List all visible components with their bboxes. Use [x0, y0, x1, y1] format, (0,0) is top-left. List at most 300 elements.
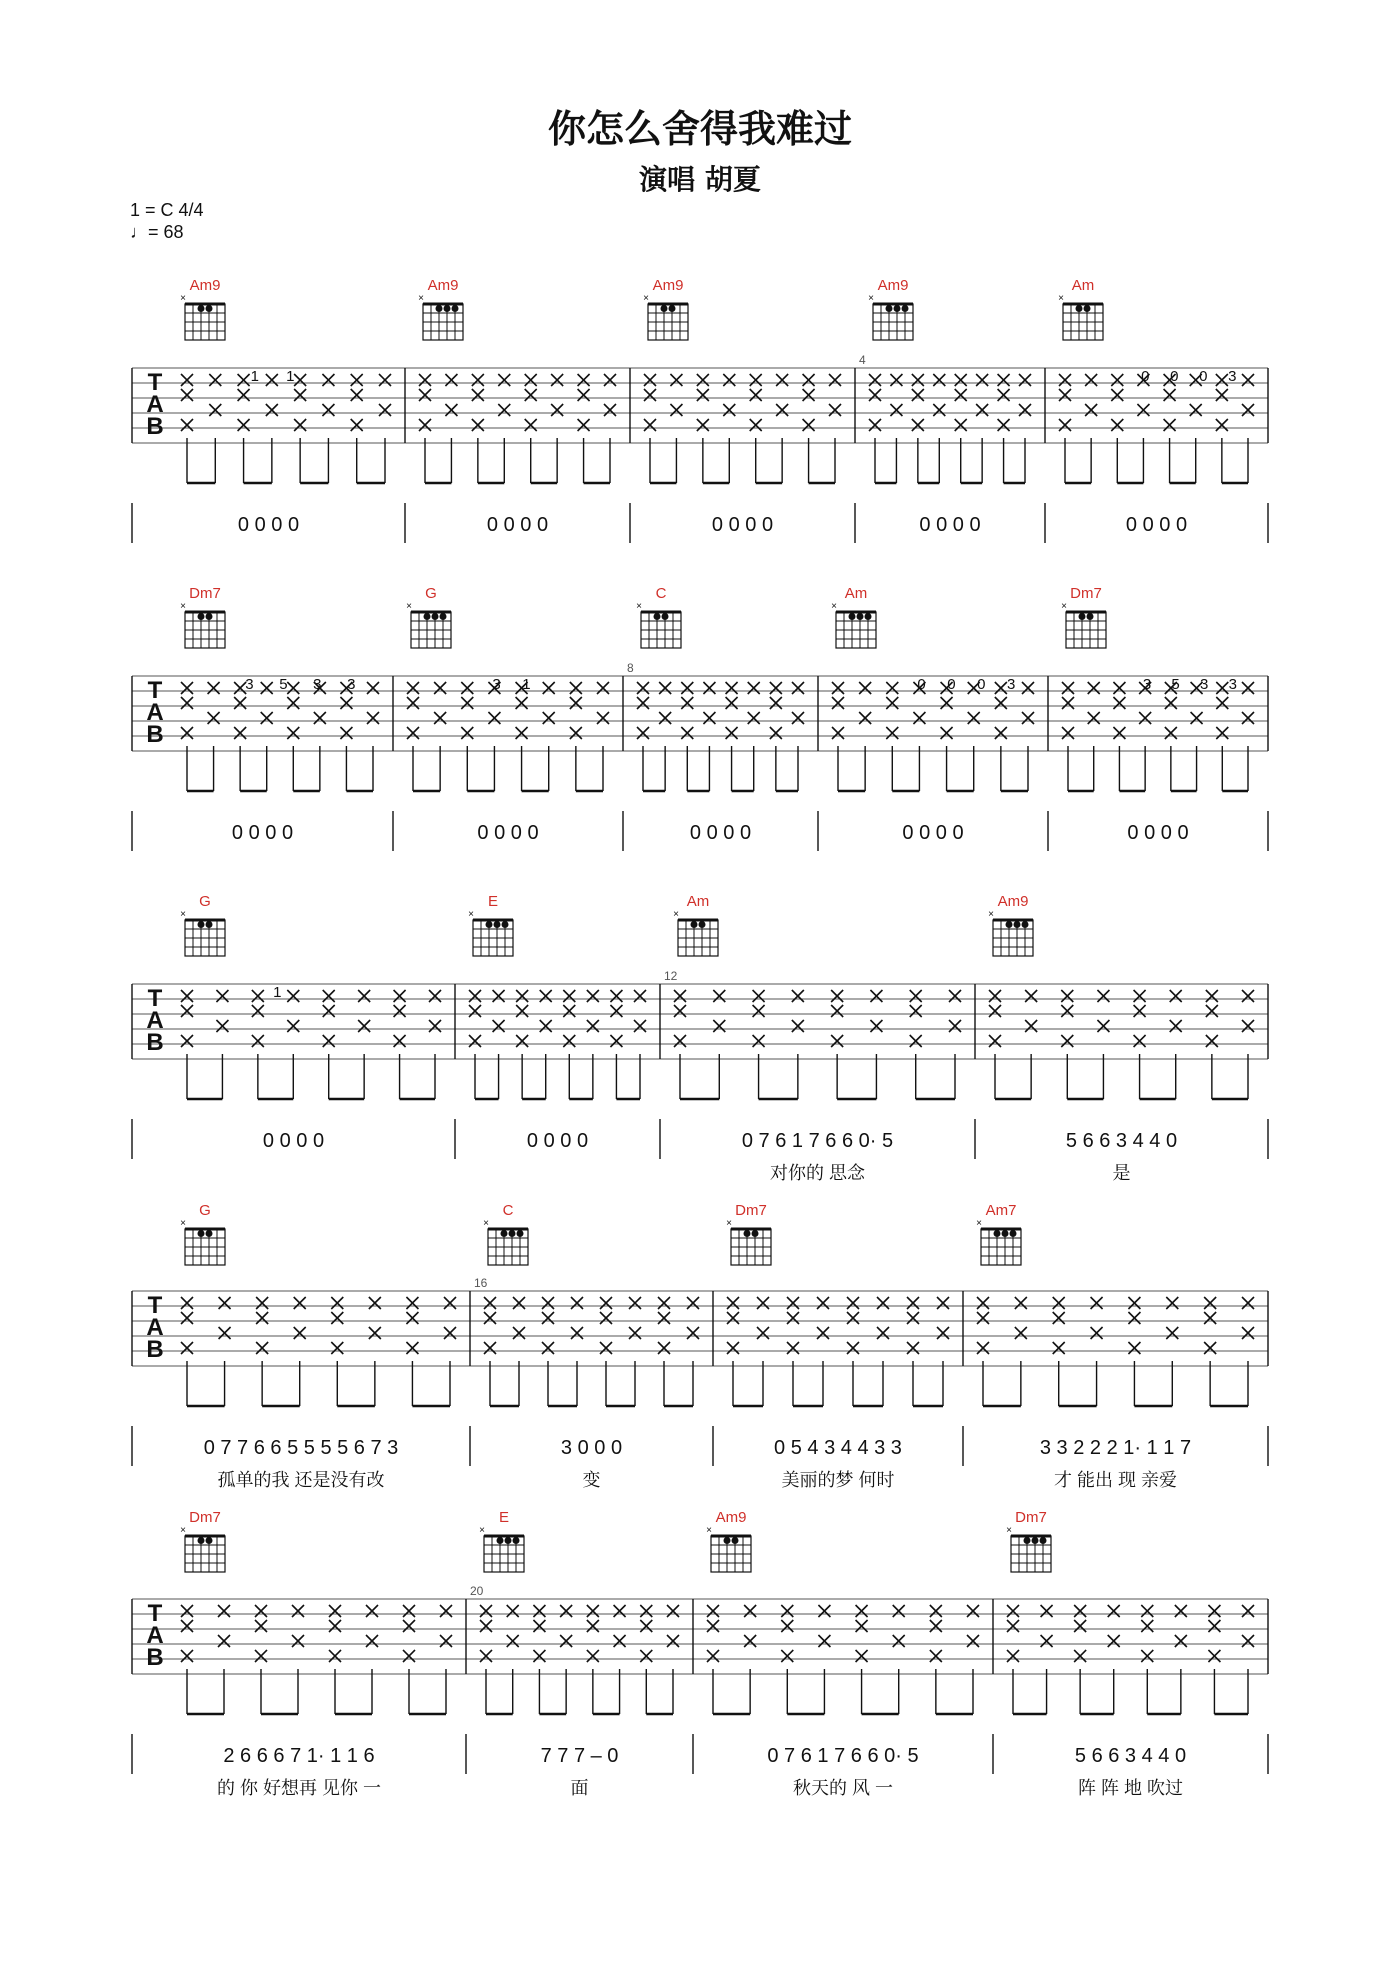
- tab-clef-letter: B: [146, 721, 164, 748]
- tab-x-note: [781, 1650, 793, 1662]
- tab-x-note: [600, 1312, 612, 1324]
- tab-x-note: [1216, 419, 1228, 431]
- tab-x-note: [287, 697, 299, 709]
- tab-x-note: [469, 1035, 481, 1047]
- tab-x-note: [707, 1605, 719, 1617]
- tab-fret-number: 1: [286, 368, 295, 385]
- tab-x-note: [803, 374, 815, 386]
- tab-x-note: [238, 419, 250, 431]
- tab-x-note: [314, 712, 326, 724]
- tab-x-note: [218, 1635, 230, 1647]
- tab-x-note: [563, 990, 575, 1002]
- tab-x-note: [856, 1620, 868, 1632]
- tab-x-note: [1074, 1650, 1086, 1662]
- chord-diagram-dm7: [726, 1202, 771, 1265]
- tab-x-note: [1128, 1342, 1140, 1354]
- tab-x-note: [703, 682, 715, 694]
- muted-string-mark: ×: [479, 1525, 485, 1536]
- tab-x-note: [1242, 712, 1254, 724]
- tab-x-note: [533, 1620, 545, 1632]
- chord-dot: [902, 305, 909, 312]
- tab-x-note: [614, 1605, 626, 1617]
- tab-fret-number: 0: [1199, 368, 1208, 385]
- tab-x-note: [817, 1327, 829, 1339]
- tab-x-note: [744, 1605, 756, 1617]
- jianpu-measure: 0 0 0 0: [689, 822, 752, 844]
- tab-x-note: [831, 990, 843, 1002]
- tab-x-note: [513, 1297, 525, 1309]
- tab-x-note: [1166, 1297, 1178, 1309]
- muted-string-mark: ×: [180, 1525, 186, 1536]
- measure-number: 12: [664, 969, 678, 983]
- tab-x-note: [869, 374, 881, 386]
- tab-x-note: [748, 682, 760, 694]
- chord-name: Am: [1071, 277, 1095, 294]
- tab-clef-letter: T: [147, 677, 163, 704]
- measure-number: 20: [470, 1584, 484, 1598]
- muted-string-mark: ×: [726, 1218, 732, 1229]
- chord-dot: [886, 305, 893, 312]
- muted-string-mark: ×: [831, 601, 837, 612]
- tab-x-note: [419, 419, 431, 431]
- tab-x-note: [770, 697, 782, 709]
- tab-x-note: [1166, 1327, 1178, 1339]
- tab-x-note: [472, 389, 484, 401]
- tab-x-note: [703, 712, 715, 724]
- tab-x-note: [578, 374, 590, 386]
- tab-x-note: [571, 1297, 583, 1309]
- chord-dot: [1040, 1537, 1047, 1544]
- muted-string-mark: ×: [643, 293, 649, 304]
- chord-diagram-am9: [706, 1509, 751, 1572]
- chord-dot: [497, 1537, 504, 1544]
- tab-x-note: [445, 374, 457, 386]
- muted-string-mark: ×: [418, 293, 424, 304]
- tab-x-note: [542, 1312, 554, 1324]
- tab-fret-number: 1: [522, 676, 531, 693]
- tab-x-note: [1061, 990, 1073, 1002]
- tab-x-note: [252, 1005, 264, 1017]
- tab-x-note: [859, 712, 871, 724]
- tab-x-note: [484, 1312, 496, 1324]
- tab-x-note: [792, 1020, 804, 1032]
- tab-x-note: [469, 990, 481, 1002]
- chord-dot: [1006, 921, 1013, 928]
- chord-dot: [206, 613, 213, 620]
- tab-x-note: [560, 1605, 572, 1617]
- tab-x-note: [294, 374, 306, 386]
- tab-x-note: [480, 1605, 492, 1617]
- tab-x-note: [472, 419, 484, 431]
- tab-x-note: [1091, 1297, 1103, 1309]
- tab-x-note: [1242, 990, 1254, 1002]
- tab-x-note: [1025, 990, 1037, 1002]
- chord-diagram-dm7: [1006, 1509, 1051, 1572]
- tab-x-note: [1134, 990, 1146, 1002]
- tab-x-note: [770, 682, 782, 694]
- tab-x-note: [407, 727, 419, 739]
- tab-x-note: [493, 990, 505, 1002]
- tab-x-note: [658, 1342, 670, 1354]
- tab-x-note: [1141, 1620, 1153, 1632]
- chord-dot: [505, 1537, 512, 1544]
- tab-x-note: [216, 990, 228, 1002]
- tab-x-note: [563, 1005, 575, 1017]
- tab-x-note: [1242, 1605, 1254, 1617]
- tab-x-note: [781, 1605, 793, 1617]
- tab-x-note: [667, 1605, 679, 1617]
- tab-x-note: [181, 1620, 193, 1632]
- chord-dot: [744, 1230, 751, 1237]
- tab-x-note: [484, 1342, 496, 1354]
- tab-x-note: [219, 1327, 231, 1339]
- tab-x-note: [218, 1605, 230, 1617]
- chord-dot: [206, 1230, 213, 1237]
- tab-x-note: [238, 389, 250, 401]
- tab-x-note: [977, 1342, 989, 1354]
- jianpu-measure: 0 0 0 0: [1125, 514, 1188, 536]
- tab-x-note: [1204, 1312, 1216, 1324]
- tab-x-note: [817, 1297, 829, 1309]
- tab-x-note: [989, 990, 1001, 1002]
- tab-x-note: [859, 682, 871, 694]
- tab-x-note: [1019, 374, 1031, 386]
- tab-x-note: [597, 712, 609, 724]
- chord-dot: [509, 1230, 516, 1237]
- tab-x-note: [907, 1342, 919, 1354]
- tab-x-note: [877, 1297, 889, 1309]
- tab-x-note: [727, 1297, 739, 1309]
- tab-x-note: [1134, 1005, 1146, 1017]
- tab-x-note: [832, 697, 844, 709]
- tab-x-note: [968, 712, 980, 724]
- tab-x-note: [256, 1342, 268, 1354]
- muted-string-mark: ×: [406, 601, 412, 612]
- tab-x-note: [998, 374, 1010, 386]
- tab-x-note: [1206, 1035, 1218, 1047]
- jianpu-measure: 3 3 2 2 2 1· 1 1 7: [1039, 1437, 1192, 1459]
- chord-name: E: [487, 893, 499, 910]
- tab-clef-letter: A: [146, 1007, 164, 1034]
- tab-x-note: [1085, 404, 1097, 416]
- tab-x-note: [674, 990, 686, 1002]
- tab-x-note: [181, 419, 193, 431]
- tab-x-note: [181, 990, 193, 1002]
- tab-x-note: [578, 389, 590, 401]
- tab-x-note: [542, 1342, 554, 1354]
- tab-x-note: [949, 1020, 961, 1032]
- tab-x-note: [832, 682, 844, 694]
- chord-dot: [1022, 921, 1029, 928]
- chord-name: G: [425, 585, 437, 602]
- chord-dot: [752, 1230, 759, 1237]
- tab-x-note: [750, 419, 762, 431]
- chord-dot: [669, 305, 676, 312]
- tab-x-note: [723, 404, 735, 416]
- tab-x-note: [379, 404, 391, 416]
- tab-x-note: [181, 1342, 193, 1354]
- tab-x-note: [234, 697, 246, 709]
- tab-x-note: [219, 1297, 231, 1309]
- tab-x-note: [1170, 1020, 1182, 1032]
- tab-x-note: [644, 419, 656, 431]
- tab-x-note: [587, 1620, 599, 1632]
- tab-x-note: [406, 1312, 418, 1324]
- tab-fret-number: 0: [1141, 368, 1150, 385]
- chord-dot: [517, 1230, 524, 1237]
- tab-x-note: [238, 374, 250, 386]
- tab-x-note: [533, 1650, 545, 1662]
- tab-x-note: [322, 374, 334, 386]
- tab-x-note: [637, 697, 649, 709]
- jianpu-measure: 7 7 7 – 0: [540, 1745, 619, 1767]
- chord-diagram-am7: [976, 1202, 1021, 1265]
- tab-x-note: [444, 1297, 456, 1309]
- tab-x-note: [640, 1650, 652, 1662]
- jianpu-measure: 0 0 0 0: [919, 514, 981, 536]
- chord-diagram-am: [831, 585, 876, 648]
- tab-x-note: [1113, 682, 1125, 694]
- tab-x-note: [329, 1650, 341, 1662]
- tab-x-note: [847, 1312, 859, 1324]
- tab-x-note: [540, 1020, 552, 1032]
- tab-x-note: [1022, 682, 1034, 694]
- muted-string-mark: ×: [483, 1218, 489, 1229]
- tab-x-note: [707, 1650, 719, 1662]
- tab-x-note: [533, 1605, 545, 1617]
- tab-x-note: [543, 712, 555, 724]
- tab-x-note: [1208, 1605, 1220, 1617]
- tab-x-note: [912, 389, 924, 401]
- chord-name: G: [199, 893, 211, 910]
- tab-x-note: [937, 1327, 949, 1339]
- tab-fret-number: 1: [250, 368, 260, 385]
- tab-x-note: [818, 1605, 830, 1617]
- tab-x-note: [181, 374, 193, 386]
- chord-diagram-e: [468, 893, 513, 956]
- tab-x-note: [367, 712, 379, 724]
- tab-x-note: [440, 1605, 452, 1617]
- tab-x-note: [670, 404, 682, 416]
- muted-string-mark: ×: [180, 601, 186, 612]
- tab-x-note: [256, 1312, 268, 1324]
- chord-diagram-g: [180, 1202, 225, 1265]
- lyric-measure: 阵 阵 地 吹过: [1077, 1778, 1184, 1798]
- tab-x-note: [1139, 712, 1151, 724]
- chord-dot: [662, 613, 669, 620]
- chord-dot: [654, 613, 661, 620]
- muted-string-mark: ×: [180, 1218, 186, 1229]
- tab-x-note: [1022, 712, 1034, 724]
- tab-x-note: [713, 990, 725, 1002]
- tab-x-note: [429, 990, 441, 1002]
- chord-name: Am7: [985, 1202, 1017, 1219]
- tab-x-note: [525, 419, 537, 431]
- tab-x-note: [1175, 1605, 1187, 1617]
- chord-dot: [432, 613, 439, 620]
- chord-name: Dm7: [189, 1509, 221, 1526]
- tab-x-note: [1108, 1635, 1120, 1647]
- tab-x-note: [967, 1605, 979, 1617]
- tab-x-note: [634, 990, 646, 1002]
- tab-x-note: [551, 374, 563, 386]
- tab-x-note: [1059, 419, 1071, 431]
- tab-x-note: [930, 1650, 942, 1662]
- measure-number: 16: [474, 1276, 488, 1290]
- tab-x-note: [1062, 727, 1074, 739]
- tab-x-note: [877, 1327, 889, 1339]
- tab-x-note: [910, 990, 922, 1002]
- tab-x-note: [610, 1005, 622, 1017]
- tab-x-note: [787, 1312, 799, 1324]
- tab-x-note: [1204, 1342, 1216, 1354]
- chord-dot: [452, 305, 459, 312]
- tab-x-note: [781, 1620, 793, 1632]
- tab-x-note: [856, 1650, 868, 1662]
- chord-diagram-c: [636, 585, 681, 648]
- tab-x-note: [403, 1605, 415, 1617]
- tab-x-note: [1206, 990, 1218, 1002]
- chord-name: Am: [844, 585, 868, 602]
- tab-fret-number: 0: [977, 676, 986, 693]
- tab-x-note: [870, 990, 882, 1002]
- tab-x-note: [1164, 389, 1176, 401]
- chord-dot: [1024, 1537, 1031, 1544]
- tab-x-note: [434, 712, 446, 724]
- chord-dot: [206, 305, 213, 312]
- tab-x-note: [995, 682, 1007, 694]
- muted-string-mark: ×: [1061, 601, 1067, 612]
- tab-x-note: [1074, 1620, 1086, 1632]
- muted-string-mark: ×: [1006, 1525, 1012, 1536]
- chord-name: Am9: [189, 277, 221, 294]
- lyric-measure: 美丽的梦 何时: [781, 1470, 895, 1490]
- tab-x-note: [516, 990, 528, 1002]
- chord-dot: [1010, 1230, 1017, 1237]
- tab-x-note: [419, 389, 431, 401]
- tab-x-note: [681, 727, 693, 739]
- jianpu-measure: 0 0 0 0: [477, 822, 539, 844]
- tab-x-note: [976, 404, 988, 416]
- tab-x-note: [323, 1005, 335, 1017]
- tab-x-note: [713, 1020, 725, 1032]
- tab-x-note: [637, 682, 649, 694]
- muted-string-mark: ×: [1058, 293, 1064, 304]
- tab-x-note: [670, 374, 682, 386]
- chord-dot: [732, 1537, 739, 1544]
- tab-x-note: [1053, 1297, 1065, 1309]
- chord-name: Am9: [652, 277, 684, 294]
- tab-x-note: [1242, 1020, 1254, 1032]
- tab-x-note: [507, 1605, 519, 1617]
- chord-dot: [1084, 305, 1091, 312]
- tab-x-note: [757, 1297, 769, 1309]
- tab-x-note: [1111, 419, 1123, 431]
- tab-x-note: [1190, 404, 1202, 416]
- chord-dot: [691, 921, 698, 928]
- chord-dot: [436, 305, 443, 312]
- chord-name: G: [199, 1202, 211, 1219]
- tab-x-note: [181, 697, 193, 709]
- chord-dot: [661, 305, 668, 312]
- tab-x-note: [998, 389, 1010, 401]
- tab-x-note: [287, 1020, 299, 1032]
- tab-x-note: [181, 1605, 193, 1617]
- jianpu-measure: 0 7 7 6 6 5 5 5 5 6 7 3: [203, 1437, 399, 1459]
- tab-x-note: [600, 1342, 612, 1354]
- tab-x-note: [434, 682, 446, 694]
- muted-string-mark: ×: [976, 1218, 982, 1229]
- tab-x-note: [1242, 1297, 1254, 1309]
- tab-x-note: [525, 374, 537, 386]
- tab-x-note: [847, 1342, 859, 1354]
- tab-x-note: [955, 419, 967, 431]
- tab-fret-number: 0: [947, 676, 956, 693]
- tab-x-note: [252, 1035, 264, 1047]
- tab-x-note: [292, 1635, 304, 1647]
- tab-x-note: [1007, 1650, 1019, 1662]
- tab-fret-number: 3: [1007, 676, 1016, 693]
- tab-fret-number: 0: [1170, 368, 1179, 385]
- tab-x-note: [578, 419, 590, 431]
- tab-x-note: [292, 1605, 304, 1617]
- chord-name: E: [498, 1509, 510, 1526]
- tab-x-note: [540, 990, 552, 1002]
- tab-x-note: [1059, 374, 1071, 386]
- tab-x-note: [930, 1605, 942, 1617]
- tab-x-note: [1085, 374, 1097, 386]
- song-subtitle: 演唱 胡夏: [639, 163, 761, 196]
- tab-x-note: [1015, 1327, 1027, 1339]
- tab-x-note: [287, 727, 299, 739]
- tab-x-note: [1128, 1312, 1140, 1324]
- tab-x-note: [753, 1035, 765, 1047]
- tab-x-note: [234, 727, 246, 739]
- tab-x-note: [681, 697, 693, 709]
- tab-x-note: [1191, 712, 1203, 724]
- chord-dot: [198, 1230, 205, 1237]
- tab-x-note: [551, 404, 563, 416]
- tab-x-note: [480, 1650, 492, 1662]
- chord-dot: [1032, 1537, 1039, 1544]
- tab-x-note: [640, 1620, 652, 1632]
- tab-x-note: [597, 682, 609, 694]
- tab-x-note: [208, 682, 220, 694]
- tab-x-note: [266, 374, 278, 386]
- chord-name: C: [502, 1202, 514, 1219]
- lyric-measure: 才 能出 现 亲爱: [1053, 1470, 1178, 1490]
- tab-x-note: [829, 374, 841, 386]
- tab-x-note: [610, 990, 622, 1002]
- tab-x-note: [480, 1620, 492, 1632]
- tab-x-note: [444, 1327, 456, 1339]
- tab-x-note: [937, 1297, 949, 1309]
- tab-x-note: [1059, 389, 1071, 401]
- tab-x-note: [893, 1635, 905, 1647]
- tab-x-note: [1113, 697, 1125, 709]
- tab-x-note: [1053, 1342, 1065, 1354]
- chord-diagram-dm7: [180, 1509, 225, 1572]
- tempo-marking: ♩= 68: [130, 222, 184, 242]
- jianpu-measure: 2 6 6 6 7 1· 1 1 6: [223, 1745, 375, 1767]
- tab-x-note: [847, 1297, 859, 1309]
- chord-name: Am: [686, 893, 710, 910]
- tab-x-note: [1041, 1605, 1053, 1617]
- tab-x-note: [750, 389, 762, 401]
- jianpu-measure: 5 6 6 3 4 4 0: [1074, 1745, 1187, 1767]
- tab-fret-number: 3: [347, 676, 356, 693]
- tab-x-note: [770, 727, 782, 739]
